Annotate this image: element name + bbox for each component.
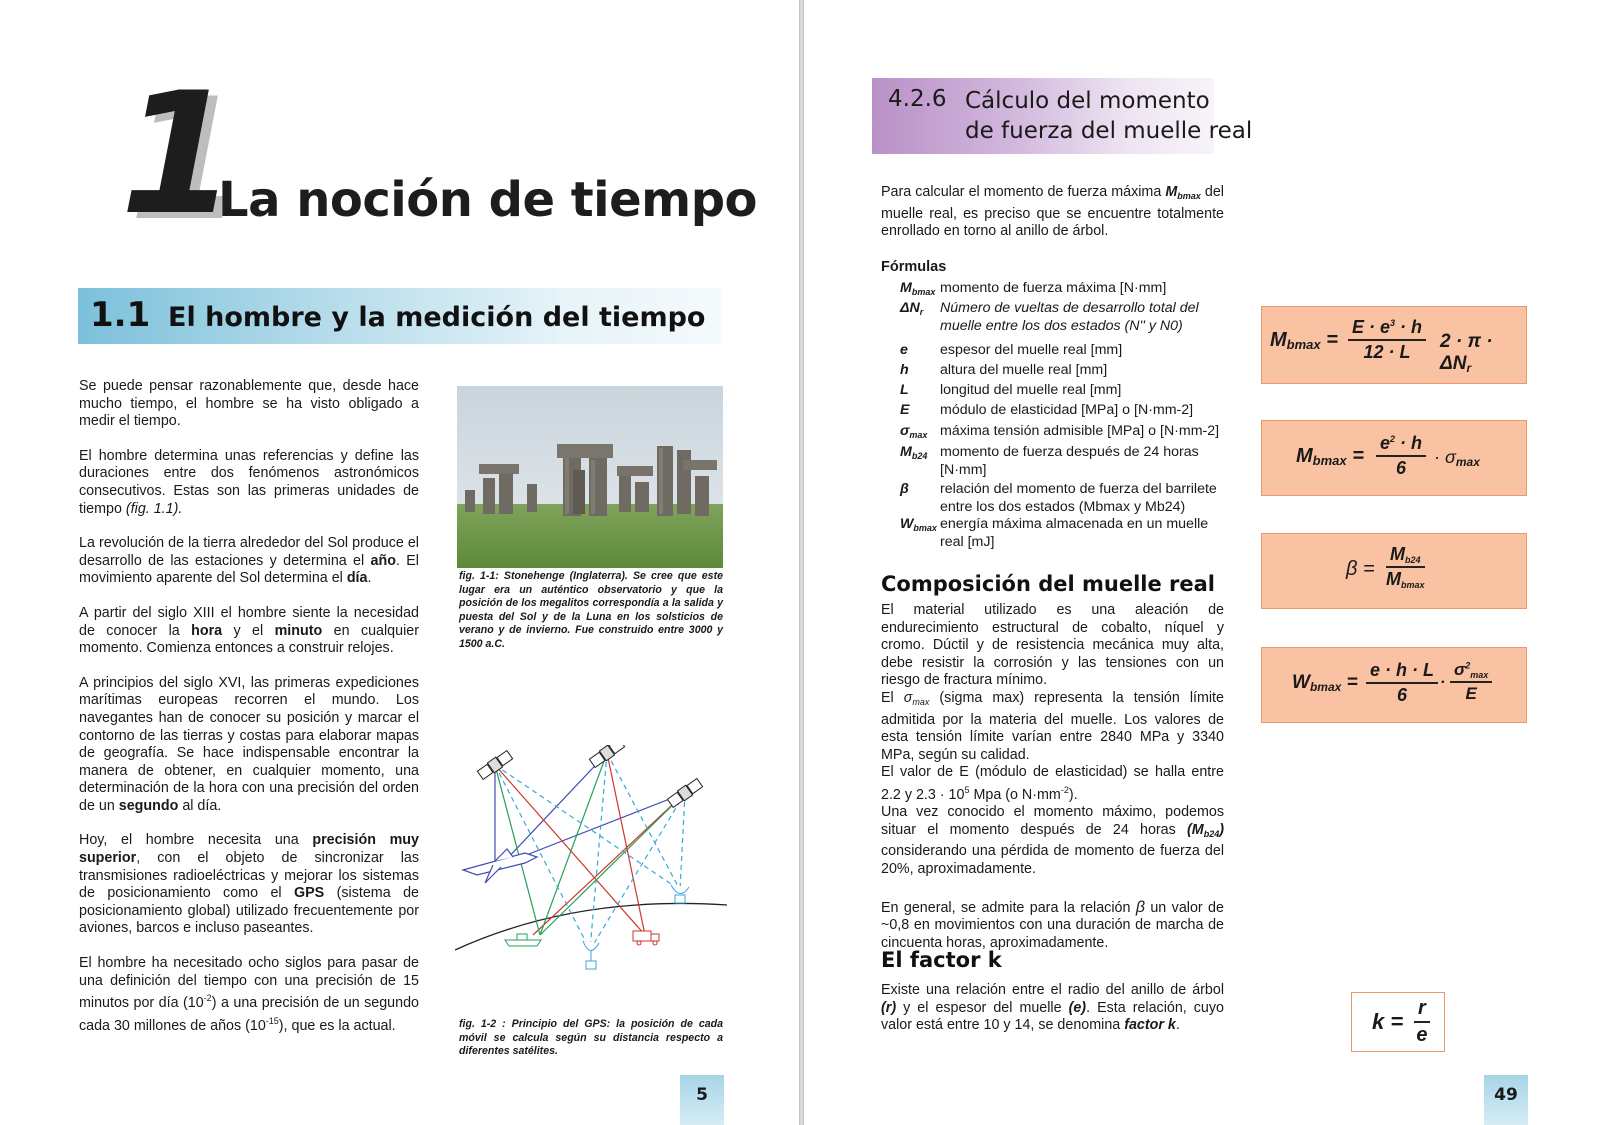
formula-box-k: k = $\frac{r}{e}$ xyxy=(1351,992,1445,1052)
figure-caption-1: fig. 1-1: Stonehenge (Inglaterra). Se cree que este lugar era un auténtico observatorio y que la posición de los megalitos correspondía a la salida y puesta del Sol y de la Luna en los solsticios de verano y de invierno. Fue construido entre 3000 y 1500 a.C. xyxy=(459,570,723,650)
body-text xyxy=(79,378,419,1052)
paragraph: A principios del siglo XVI, las primeras expediciones marítimas europeas recorren el mundo. Los navegantes han de conocer su posición y marcar el contorno de las tierras y costas para elaborar mapas de geografía. Se hace indispensable encontrar la manera de obtener, en cualquier momento, una determinación de la hora con una precisión del orden de un segundo al día. xyxy=(79,674,419,814)
formula-box-mbmax-sigma: $M_{bmax}$ = $\frac{e^2 \cdot h}{6}$ · $\sigma_{max}$ xyxy=(1261,420,1527,496)
formula-box-beta: β = $M_{b24}$ $M_{bmax}$ xyxy=(1261,533,1527,609)
chapter-number: 1 xyxy=(120,56,233,252)
paragraph: La revolución de la tierra alrededor del Sol produce el desarrollo de las estaciones y determina el año. El movimiento aparente del Sol determina el día. xyxy=(79,535,419,587)
paragraph: El hombre ha necesitado ocho siglos para pasar de una definición del tiempo con una precisión de 15 minutos por día $(10^{-2})$ a una precisión de un segundo cada 30 millones de años $(10^{-15})$, que es la actual. xyxy=(79,955,419,1034)
section-title: El hombre y la medición del tiempo xyxy=(168,302,706,333)
right-page: 4.2.6 Cálculo del momento de fuerza del muelle real Para calcular el momento de fuerza máxima $M_{bmax}$ del muelle real, es preciso que se encuentre totalmente enrollado en torno al anillo de árbol. Fórmulas $M_{bmax}$ momento de fuerza máxima [N·mm] $\Delta N_r$ Número de vueltas de desarrollo total del muelle entre los dos estados (N'' y N0) e espesor del muelle real [mm] h altura del muelle real [mm] L longitud del muelle real [mm] E módulo de elasticidad [MPa] o [N·mm-2] $\sigma_{max}$ máxima tensión admisible [MPa] o [N·mm-2] $M_{b24}$ momento de fuerza después de 24 horas [N·mm] β relación del momento de fuerza del barrilete entre los dos estados (Mbmax y Mb24) $W_{bmax}$ energía máxima almacenada en un muelle real [mJ] Composición del muelle real El material utilizado es una aleación de endurecimiento estructural de cobalto, níquel y cromo. Dúctil y de resistencia mecánica muy alta, debe resistir la corrosión y las tensiones con un riesgo de fractura mínimo. El $\sigma_{max}$ (sigma max) representa la tensión límite admitida por la materia del muelle. Los valores de esta tensión límite varían entre 2840 MPa y 3340 MPa, según su calidad. El valor de E (módulo de elasticidad) se halla entre 2.2 y $2.3 \cdot 10^5$ Mpa (o $N\cdot mm^{-2}$). Una vez conocido el momento máximo, podemos situar el momento después de 24 horas $(M_{b24})$ considerando una pérdida de momento de fuerza del 20%, aproximadamente. En general, se admite para la relación β un valor de ~0,8 en movimientos con una duración de marcha de cincuenta horas, aproximadamente. El factor k Existe una relación entre el radio del anillo de árbol (r) y el espesor del muelle (e). Esta relación, cuyo valor está entre 10 y 14, se denomina factor k. $M_{bmax}$ = $\frac{E \cdot e^3 \cdot h}{12 \cdot L}$ $2 \cdot \pi \cdot \Delta N_r$ $M_{bmax}$ = $\frac{e^2 \cdot h}{6}$ · $\sigma_{max}$ β = $M_{b24}$ $M_{bmax}$ $W_{bmax}$ = $\frac{e \cdot h \cdot L}{6}$ · $\sigma^2_{max}$ E k = $\frac{r}{e}$ 49 xyxy=(804,0,1600,1125)
formulas-title: Fórmulas xyxy=(881,259,947,275)
chapter-title: La noción de tiempo xyxy=(218,172,758,228)
page-number: 49 xyxy=(1484,1075,1528,1125)
factor-title: El factor k xyxy=(881,948,1002,972)
formula-box-mbmax: $M_{bmax}$ = $\frac{E \cdot e^3 \cdot h}{12 \cdot L}$ $2 \cdot \pi \cdot \Delta N_r$ xyxy=(1261,306,1527,384)
paragraph: Se puede pensar razonablemente que, desde hace mucho tiempo, el hombre se ha visto obligado a medir el tiempo. xyxy=(79,378,419,430)
left-page xyxy=(0,0,799,1125)
section-number: 1.1 xyxy=(90,295,151,335)
composition-title: Composición del muelle real xyxy=(881,572,1215,596)
heading-number: 4.2.6 xyxy=(888,86,947,112)
stonehenge-photo xyxy=(457,386,723,568)
paragraph: Hoy, el hombre necesita una precisión muy superior, con el objeto de sincronizar las transmisiones radioeléctricas y mejorar los sistemas de posicionamiento como el GPS (sistema de posicionamiento global) utilizado frecuentemente por aviones, barcos e incluso paseantes. xyxy=(79,832,419,937)
paragraph: El hombre determina unas referencias y define las duraciones entre dos fenómenos astronómicos consecutivos. Estas son las primeras unidades de tiempo (fig. 1.1). xyxy=(79,447,419,517)
factor-text: Existe una relación entre el radio del anillo de árbol (r) y el espesor del muelle (e). Esta relación, cuyo valor está entre 10 y 14, se denomina factor k. xyxy=(881,982,1224,1034)
gps-diagram xyxy=(455,745,727,993)
figure-caption-2: fig. 1-2 : Principio del GPS: la posición de cada móvil se calcula según su distancia respecto a diferentes satélites. xyxy=(459,1018,723,1058)
formula-box-wbmax: $W_{bmax}$ = $\frac{e \cdot h \cdot L}{6}$ · $\sigma^2_{max}$ E xyxy=(1261,647,1527,723)
intro-paragraph: Para calcular el momento de fuerza máxima $M_{bmax}$ del muelle real, es preciso que se encuentre totalmente enrollado en torno al anillo de árbol. xyxy=(881,184,1224,240)
page-number: 5 xyxy=(680,1075,724,1125)
paragraph: A partir del siglo XIII el hombre siente la necesidad de conocer la hora y el minuto en cualquier momento. Comienza entonces a construir relojes. xyxy=(79,604,419,657)
composition-text: El material utilizado es una aleación de endurecimiento estructural de cobalto, níquel y cromo. Dúctil y de resistencia mecánica muy alta, debe resistir la corrosión y las tensiones con un riesgo de fractura mínimo. El $\sigma_{max}$ (sigma max) representa la tensión límite admitida por la materia del muelle. Los valores de esta tensión límite varían entre 2840 MPa y 3340 MPa, según su calidad. El valor de E (módulo de elasticidad) se halla entre 2.2 y $2.3 \cdot 10^5$ Mpa (o $N\cdot mm^{-2}$). Una vez conocido el momento máximo, podemos situar el momento después de 24 horas $(M_{b24})$ considerando una pérdida de momento de fuerza del 20%, aproximadamente. En general, se admite para la relación β un valor de ~0,8 en movimientos con una duración de marcha de cincuenta horas, aproximadamente. xyxy=(881,602,1224,951)
heading-title: Cálculo del momento de fuerza del muelle real xyxy=(965,88,1253,144)
